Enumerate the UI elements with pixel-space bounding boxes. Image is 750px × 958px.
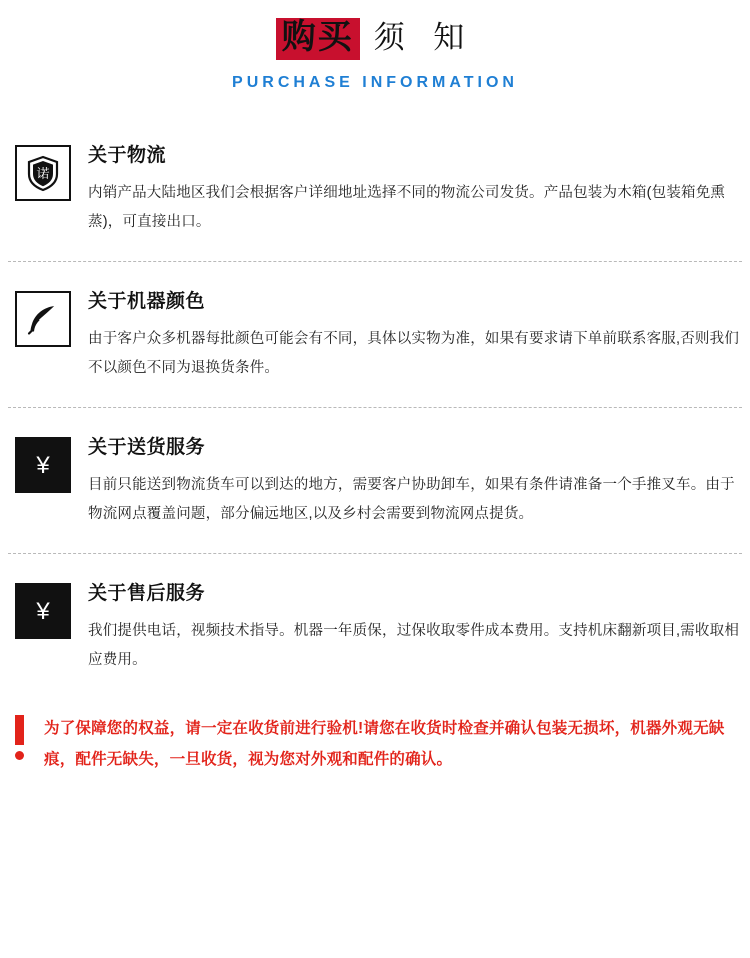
section-delivery-service [8,430,742,529]
svg-text:¥: ¥ [36,451,50,479]
section-body [88,138,742,237]
warning-notice [0,713,750,775]
page-header [0,0,750,92]
section-title: 关于送货服务 [88,436,206,458]
section-machine-color [8,284,742,383]
section-after-sales [8,576,742,675]
section-text: 目前只能送到物流货车可以到达的地方，需要客户协助卸车，如果有条件请准备一个手推叉车。由于物流网点覆盖问题，部分偏远地区,以及乡村会需要到物流网点提货。 [88,476,735,522]
section-body [88,576,742,675]
section-body [88,430,742,529]
section-text: 由于客户众多机器每批颜色可能会有不同，具体以实物为准，如果有要求请下单前联系客服,否则我们不以颜色不同为退换货条件。 [88,330,740,376]
page-title [0,18,750,60]
section-text: 内销产品大陆地区我们会根据客户详细地址选择不同的物流公司发货。产品包装为木箱(包装箱免熏蒸)，可直接出口。 [88,184,726,230]
page-title-highlight: 购买 [276,18,360,60]
section-title: 关于售后服务 [88,582,206,604]
section-title: 关于机器颜色 [88,290,206,312]
section-list [0,138,750,675]
section-body [88,284,742,383]
divider [8,553,742,554]
svg-text:¥: ¥ [36,597,50,625]
svg-text:诺: 诺 [36,165,50,181]
page-subtitle: PURCHASE INFORMATION [232,73,518,91]
divider [8,407,742,408]
shield-badge-icon [14,144,72,202]
warning-notice-text: 为了保障您的权益，请一定在收货前进行验机!请您在收货时检查并确认包装无损坏，机器外观无缺痕，配件无缺失，一旦收货，视为您对外观和配件的确认。 [44,719,725,768]
yuan-currency-icon [14,436,72,494]
section-text: 我们提供电话，视频技术指导。机器一年质保，过保收取零件成本费用。支持机床翻新项目,需收取相应费用。 [88,622,740,668]
divider [8,261,742,262]
page-title-rest: 须 知 [373,20,475,55]
section-title: 关于物流 [88,144,167,166]
exclamation-icon [8,715,30,760]
yuan-currency-icon [14,582,72,640]
feather-quill-icon [14,290,72,348]
section-logistics [8,138,742,237]
